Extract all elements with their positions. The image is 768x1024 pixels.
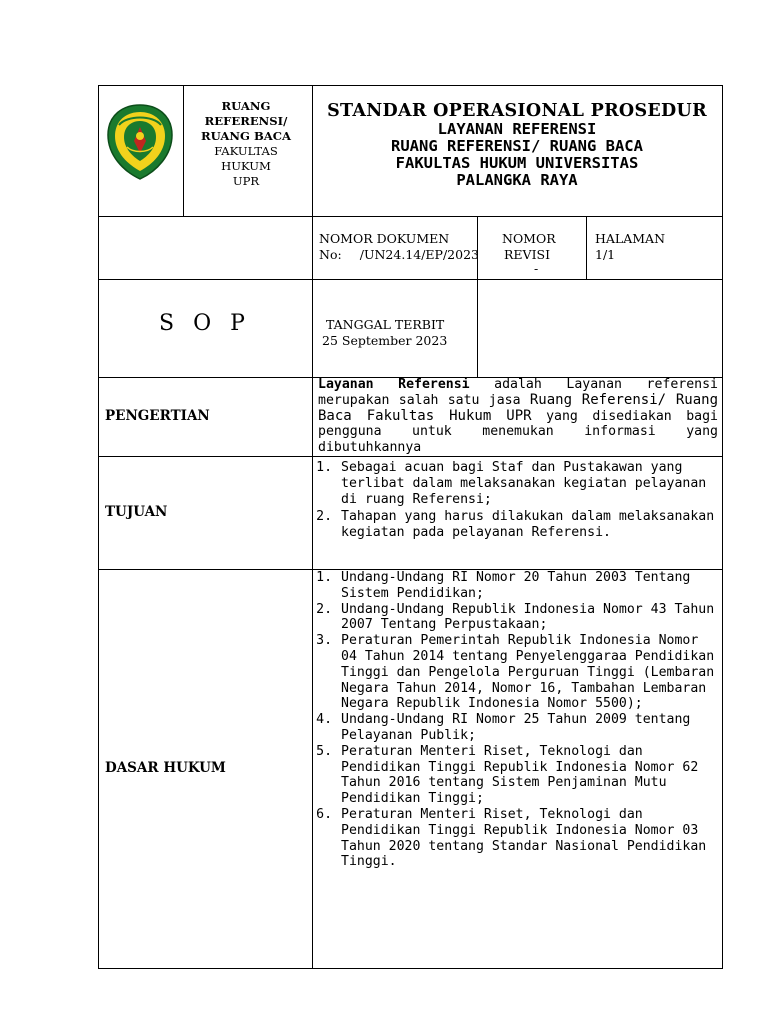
- list-item: 1. Sebagai acuan bagi Staf dan Pustakawan yang terlibat dalam melaksanakan kegiatan pelayanan di ruang Referensi;: [340, 460, 722, 507]
- tanggal-terbit-value: 25 September 2023: [322, 333, 448, 348]
- revisi-label: NOMOR: [502, 231, 556, 246]
- nomor-dokumen-label: NOMOR DOKUMEN: [319, 231, 450, 246]
- dasar-hukum-list: [314, 570, 720, 870]
- pengertian-label: PENGERTIAN: [105, 408, 210, 424]
- list-item: 2. Tahapan yang harus dilakukan dalam melaksanakan kegiatan pada pelayanan Referensi.: [340, 509, 722, 541]
- pengertian-text-2: yang disediakan bagi pengguna untuk menemukan informasi yang dibutuhkannya: [318, 408, 718, 456]
- row-line-2: [98, 279, 723, 280]
- sop-label: S O P: [159, 311, 251, 336]
- document-title-block: [314, 103, 720, 189]
- tujuan-label: TUJUAN: [105, 504, 168, 520]
- pengertian-term: Layanan Referensi: [318, 377, 470, 392]
- revisi-label: REVISI: [504, 247, 551, 262]
- pengertian-text: [318, 377, 718, 456]
- revisi-value: -: [534, 261, 539, 276]
- nomor-dokumen-value: /UN24.14/EP/2023: [359, 247, 479, 262]
- list-item: 4. Undang-Undang RI Nomor 25 Tahun 2009 tentang Pelayanan Publik;: [340, 712, 720, 744]
- list-item: 1. Undang-Undang RI Nomor 20 Tahun 2003 Tentang Sistem Pendidikan;: [340, 570, 720, 602]
- table-border-left: [98, 85, 99, 969]
- table-divider-halaman: [586, 216, 587, 279]
- unit-line: HUKUM: [221, 159, 271, 173]
- halaman-value: 1/1: [595, 247, 616, 262]
- dasar-hukum-label: DASAR HUKUM: [105, 760, 226, 776]
- table-border-top: [98, 85, 723, 86]
- halaman: [595, 231, 695, 263]
- row-line-4: [98, 456, 723, 457]
- table-border-bottom: [98, 968, 723, 969]
- university-logo: [105, 103, 175, 181]
- unit-line: RUANG: [221, 99, 271, 113]
- document-title: STANDAR OPERASIONAL PROSEDUR: [327, 101, 707, 121]
- subtitle-line: PALANGKA RAYA: [456, 171, 578, 189]
- tanggal-terbit-label: TANGGAL TERBIT: [326, 317, 445, 332]
- pengertian-emph: Ruang Referensi/ Ruang Baca Fakultas Hukum UPR: [318, 391, 718, 424]
- table-divider-main: [312, 85, 313, 969]
- pengertian-text-1: adalah Layanan referensi merupakan salah satu jasa: [318, 377, 718, 408]
- unit-line: RUANG BACA: [201, 129, 291, 143]
- tanggal-terbit: [322, 317, 472, 349]
- subtitle-line: RUANG REFERENSI/ RUANG BACA: [391, 137, 643, 155]
- unit-line: REFERENSI/: [204, 114, 288, 128]
- list-item: 3. Peraturan Pemerintah Republik Indonesia Nomor 04 Tahun 2014 tentang Penyelenggaraa Pendidikan Tinggi dan Pengelola Perguruan Tinggi (Lembaran Negara Tahun 2014, Nomor 16, Tambahan Lembaran Negara Republik Indonesia Nomor 5500);: [340, 633, 720, 712]
- halaman-label: HALAMAN: [595, 231, 666, 246]
- nomor-revisi: [502, 231, 572, 275]
- table-border-right: [722, 85, 723, 969]
- subtitle-line: FAKULTAS HUKUM UNIVERSITAS: [395, 154, 639, 172]
- unit-line: FAKULTAS: [214, 144, 278, 158]
- list-item: 2. Undang-Undang Republik Indonesia Nomor 43 Tahun 2007 Tentang Perpustakaan;: [340, 602, 720, 634]
- nomor-dokumen: [319, 231, 479, 263]
- nomor-dokumen-row: [319, 247, 479, 263]
- list-item: 6. Peraturan Menteri Riset, Teknologi dan Pendidikan Tinggi Republik Indonesia Nomor 03 Tahun 2020 tentang Standar Nasional Pendidikan Tinggi.: [340, 807, 720, 870]
- unit-line: UPR: [232, 174, 260, 188]
- subtitle-line: LAYANAN REFERENSI: [437, 120, 597, 138]
- unit-name: [184, 99, 308, 189]
- nomor-prefix: No:: [319, 247, 342, 262]
- list-item: 5. Peraturan Menteri Riset, Teknologi dan Pendidikan Tinggi Republik Indonesia Nomor 62 Tahun 2016 tentang Sistem Penjaminan Mutu Pendidikan Tinggi;: [340, 744, 720, 807]
- tujuan-list: [314, 460, 722, 541]
- sop-document: [98, 85, 723, 969]
- row-line-1: [98, 216, 723, 217]
